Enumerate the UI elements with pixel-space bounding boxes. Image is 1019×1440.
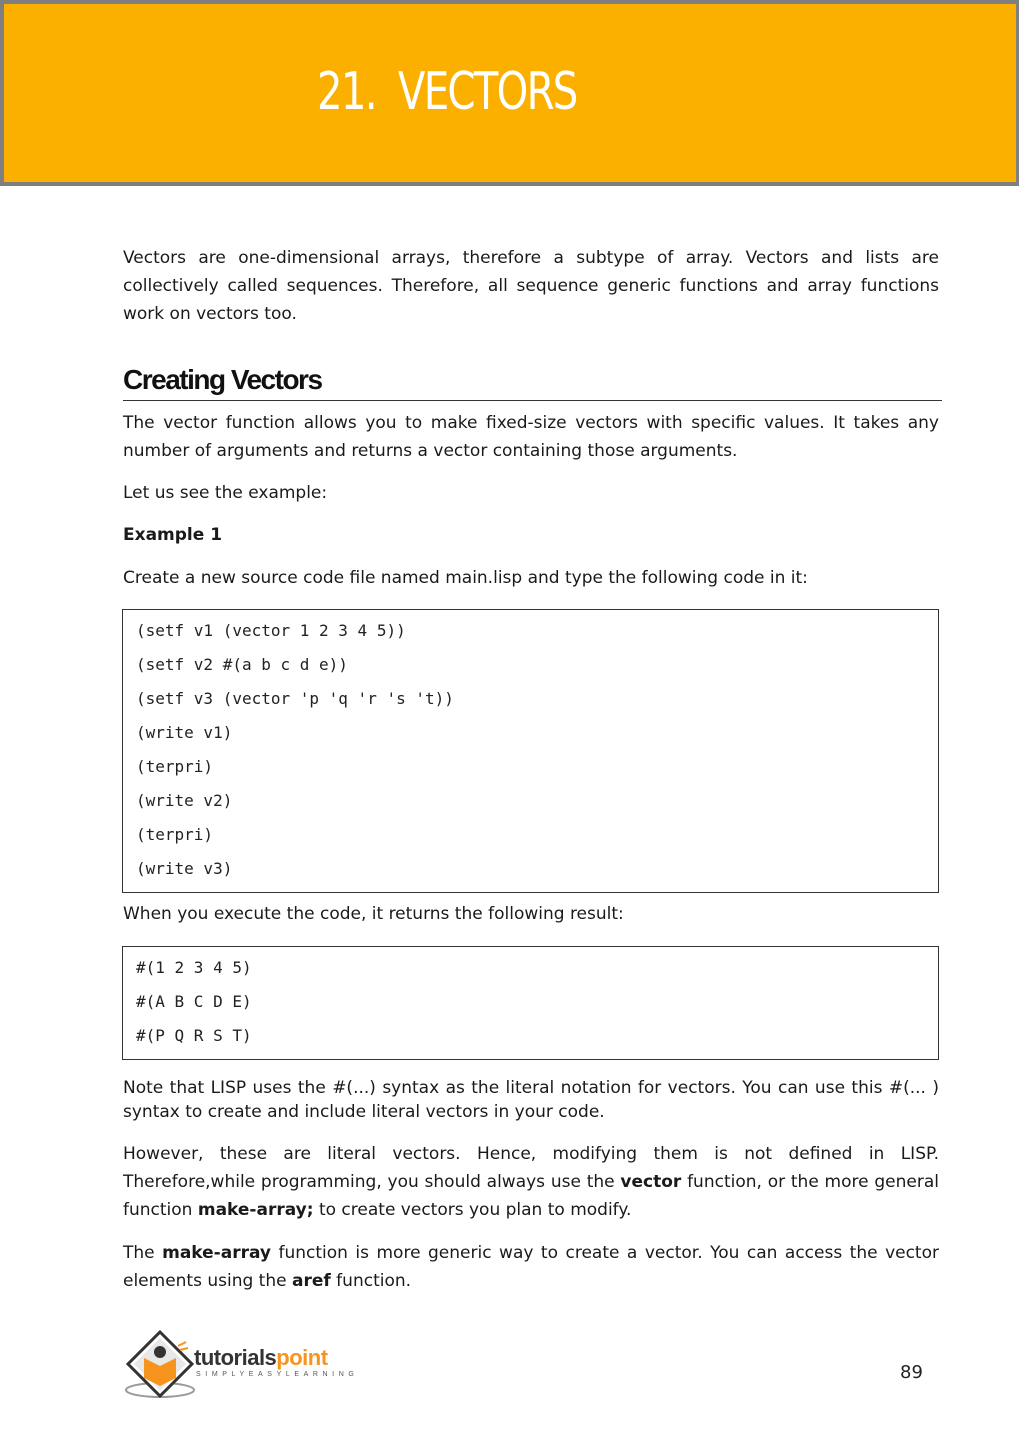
result-intro-section bbox=[123, 900, 939, 928]
vector-function-paragraph: The vector function allows you to make fixed-size vectors with specific values. It takes any number of arguments and returns a vector containing those arguments. bbox=[123, 413, 939, 461]
chapter-banner bbox=[0, 0, 1019, 186]
code-line: (terpri) bbox=[136, 825, 214, 844]
explanation-section bbox=[123, 1076, 939, 1295]
code-line: (setf v1 (vector 1 2 3 4 5)) bbox=[136, 621, 406, 640]
output-line: #(P Q R S T) bbox=[136, 1026, 252, 1045]
code-line: (setf v3 (vector 'p 'q 'r 's 't)) bbox=[136, 689, 454, 708]
code-line: (write v2) bbox=[136, 791, 233, 810]
make-array-paragraph bbox=[123, 1239, 939, 1295]
intro-section bbox=[123, 244, 939, 328]
code-line: (write v3) bbox=[136, 859, 233, 878]
note-paragraph: Note that LISP uses the #(...) syntax as the literal notation for vectors. You can use this #(... ) syntax to create and include literal vectors in your code. bbox=[123, 1078, 939, 1122]
code-line: (setf v2 #(a b c d e)) bbox=[136, 655, 348, 674]
logo-tagline: SIMPLYEASYLEARNING bbox=[196, 1371, 359, 1378]
code-block bbox=[122, 609, 939, 893]
intro-paragraph: Vectors are one-dimensional arrays, therefore a subtype of array. Vectors and lists are collectively called sequences. Therefore, all sequence generic functions and array functions work on vectors too. bbox=[123, 248, 939, 324]
text-span: function. bbox=[330, 1271, 412, 1291]
example-label: Example 1 bbox=[123, 525, 223, 545]
bold-vector: vector bbox=[620, 1172, 682, 1192]
chapter-title: 21. VECTORS bbox=[317, 62, 577, 122]
bold-aref: aref bbox=[292, 1271, 331, 1291]
create-file-paragraph: Create a new source code file named main.lisp and type the following code in it: bbox=[123, 568, 808, 588]
code-line: (terpri) bbox=[136, 757, 214, 776]
section-heading: Creating Vectors bbox=[123, 362, 942, 401]
see-example-paragraph: Let us see the example: bbox=[123, 483, 328, 503]
bold-make-array: make-array bbox=[162, 1243, 271, 1263]
text-span: function, or the more general function bbox=[123, 1172, 939, 1220]
result-intro-paragraph: When you execute the code, it returns the following result: bbox=[123, 904, 624, 924]
however-paragraph bbox=[123, 1140, 939, 1224]
text-span: However, these are literal vectors. Hence, modifying them is not defined in LISP. Therefore,while programming, you should always use the bbox=[123, 1144, 939, 1192]
text-span: to create vectors you plan to modify. bbox=[313, 1200, 632, 1220]
page-number: 89 bbox=[900, 1362, 923, 1383]
logo-wordmark bbox=[194, 1346, 328, 1370]
logo-word-tutorials: tutorials bbox=[194, 1345, 277, 1370]
output-line: #(1 2 3 4 5) bbox=[136, 958, 252, 977]
code-line: (write v1) bbox=[136, 723, 233, 742]
bold-make-array: make-array; bbox=[197, 1200, 314, 1220]
tutorialspoint-logo bbox=[122, 1328, 372, 1403]
output-line: #(A B C D E) bbox=[136, 992, 252, 1011]
text-span: function is more generic way to create a vector. You can access the vector elements using the bbox=[123, 1243, 939, 1291]
logo-word-point: point bbox=[276, 1345, 328, 1370]
output-block bbox=[122, 946, 939, 1060]
section-body bbox=[123, 409, 939, 592]
text-span: The bbox=[123, 1243, 163, 1263]
